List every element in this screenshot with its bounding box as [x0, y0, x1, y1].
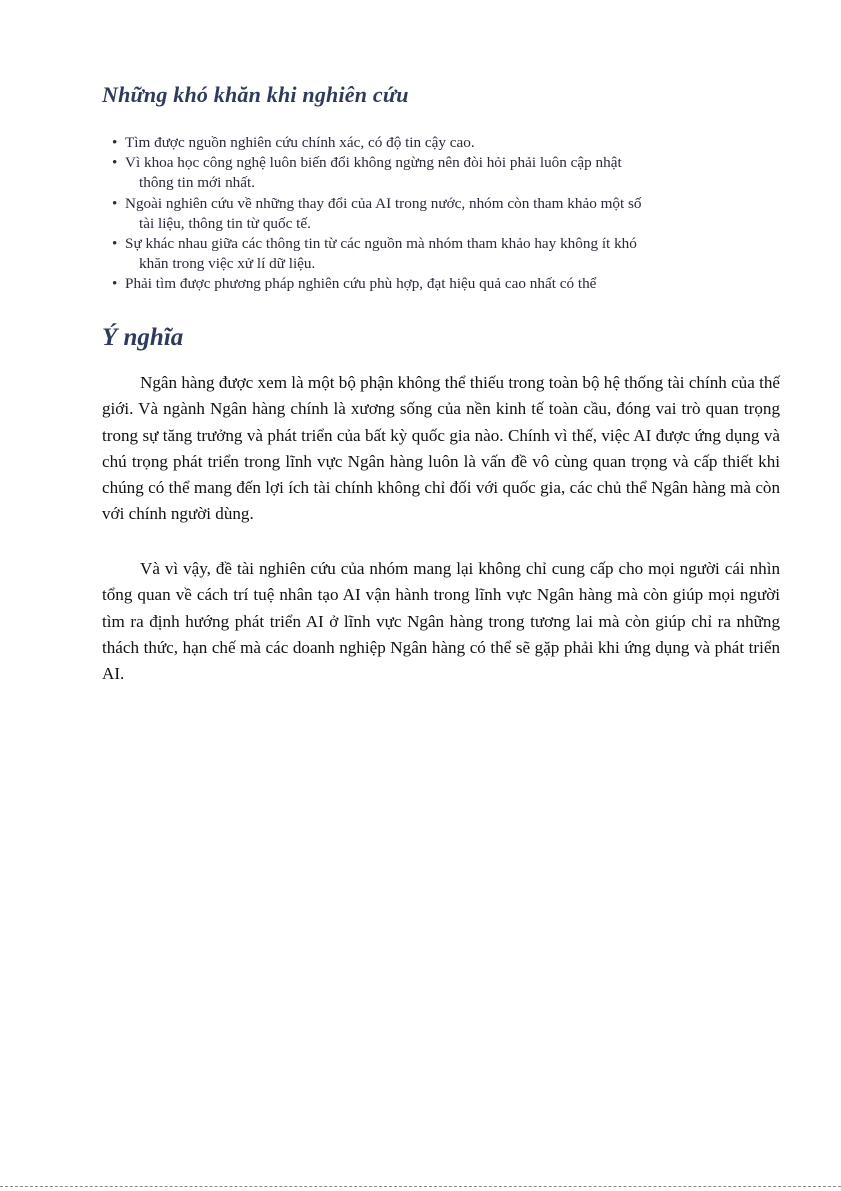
list-item-text: Sự khác nhau giữa các thông tin từ các nguồn mà nhóm tham khảo hay không ít khó: [125, 235, 637, 253]
bullet-icon: •: [112, 134, 118, 151]
list-item: [112, 133, 792, 153]
list-item-text: Vì khoa học công nghệ luôn biến đổi không ngừng nên đòi hỏi phải luôn cập nhật: [125, 154, 622, 172]
page-bottom-rule: [0, 1186, 841, 1187]
section-heading-difficulties: Những khó khăn khi nghiên cứu: [102, 82, 409, 107]
list-item-continuation: khăn trong việc xử lí dữ liệu.: [139, 255, 316, 273]
list-item: [112, 274, 792, 294]
difficulties-list: [112, 133, 792, 295]
section-heading-meaning: Ý nghĩa: [102, 324, 184, 351]
meaning-paragraph-2: Và vì vậy, đề tài nghiên cứu của nhóm mang lại không chỉ cung cấp cho mọi người cái nhìn tổng quan về cách trí tuệ nhân tạo AI vận hành trong lĩnh vực Ngân hàng mà còn giúp mọi người tìm ra định hướng phát triển AI ở lĩnh vực Ngân hàng trong tương lai mà còn giúp chỉ ra những thách thức, hạn chế mà các doanh nghiệp Ngân hàng có thể sẽ gặp phải khi ứng dụng và phát triển AI.: [102, 559, 780, 684]
list-item: [112, 194, 792, 234]
list-item: [112, 153, 792, 193]
bullet-icon: •: [112, 154, 118, 172]
bullet-icon: •: [112, 275, 118, 293]
list-item-continuation: thông tin mới nhất.: [139, 174, 256, 192]
bullet-icon: •: [112, 194, 118, 212]
list-item: [112, 234, 792, 274]
list-item-text: Phải tìm được phương pháp nghiên cứu phù hợp, đạt hiệu quả cao nhất có thể: [125, 275, 597, 293]
bullet-icon: •: [112, 235, 118, 253]
list-item-text: Tìm được nguồn nghiên cứu chính xác, có độ tin cậy cao.: [125, 134, 475, 151]
meaning-paragraph-1: Ngân hàng được xem là một bộ phận không thể thiếu trong toàn bộ hệ thống tài chính của thế giới. Và ngành Ngân hàng chính là xương sống của nền kinh tế toàn cầu, đóng vai trò quan trọng trong sự tăng trưởng và phát triển của bất kỳ quốc gia nào. Chính vì thế, việc AI được ứng dụng và chú trọng phát triển trong lĩnh vực Ngân hàng luôn là vấn đề vô cùng quan trọng và cấp thiết khi chúng có thể mang đến lợi ích tài chính không chỉ đối với quốc gia, các chủ thể Ngân hàng mà còn với chính người dùng.: [102, 373, 780, 524]
list-item-text: Ngoài nghiên cứu về những thay đổi của AI trong nước, nhóm còn tham khảo một số: [125, 194, 642, 212]
list-item-continuation: tài liệu, thông tin từ quốc tế.: [139, 214, 311, 232]
